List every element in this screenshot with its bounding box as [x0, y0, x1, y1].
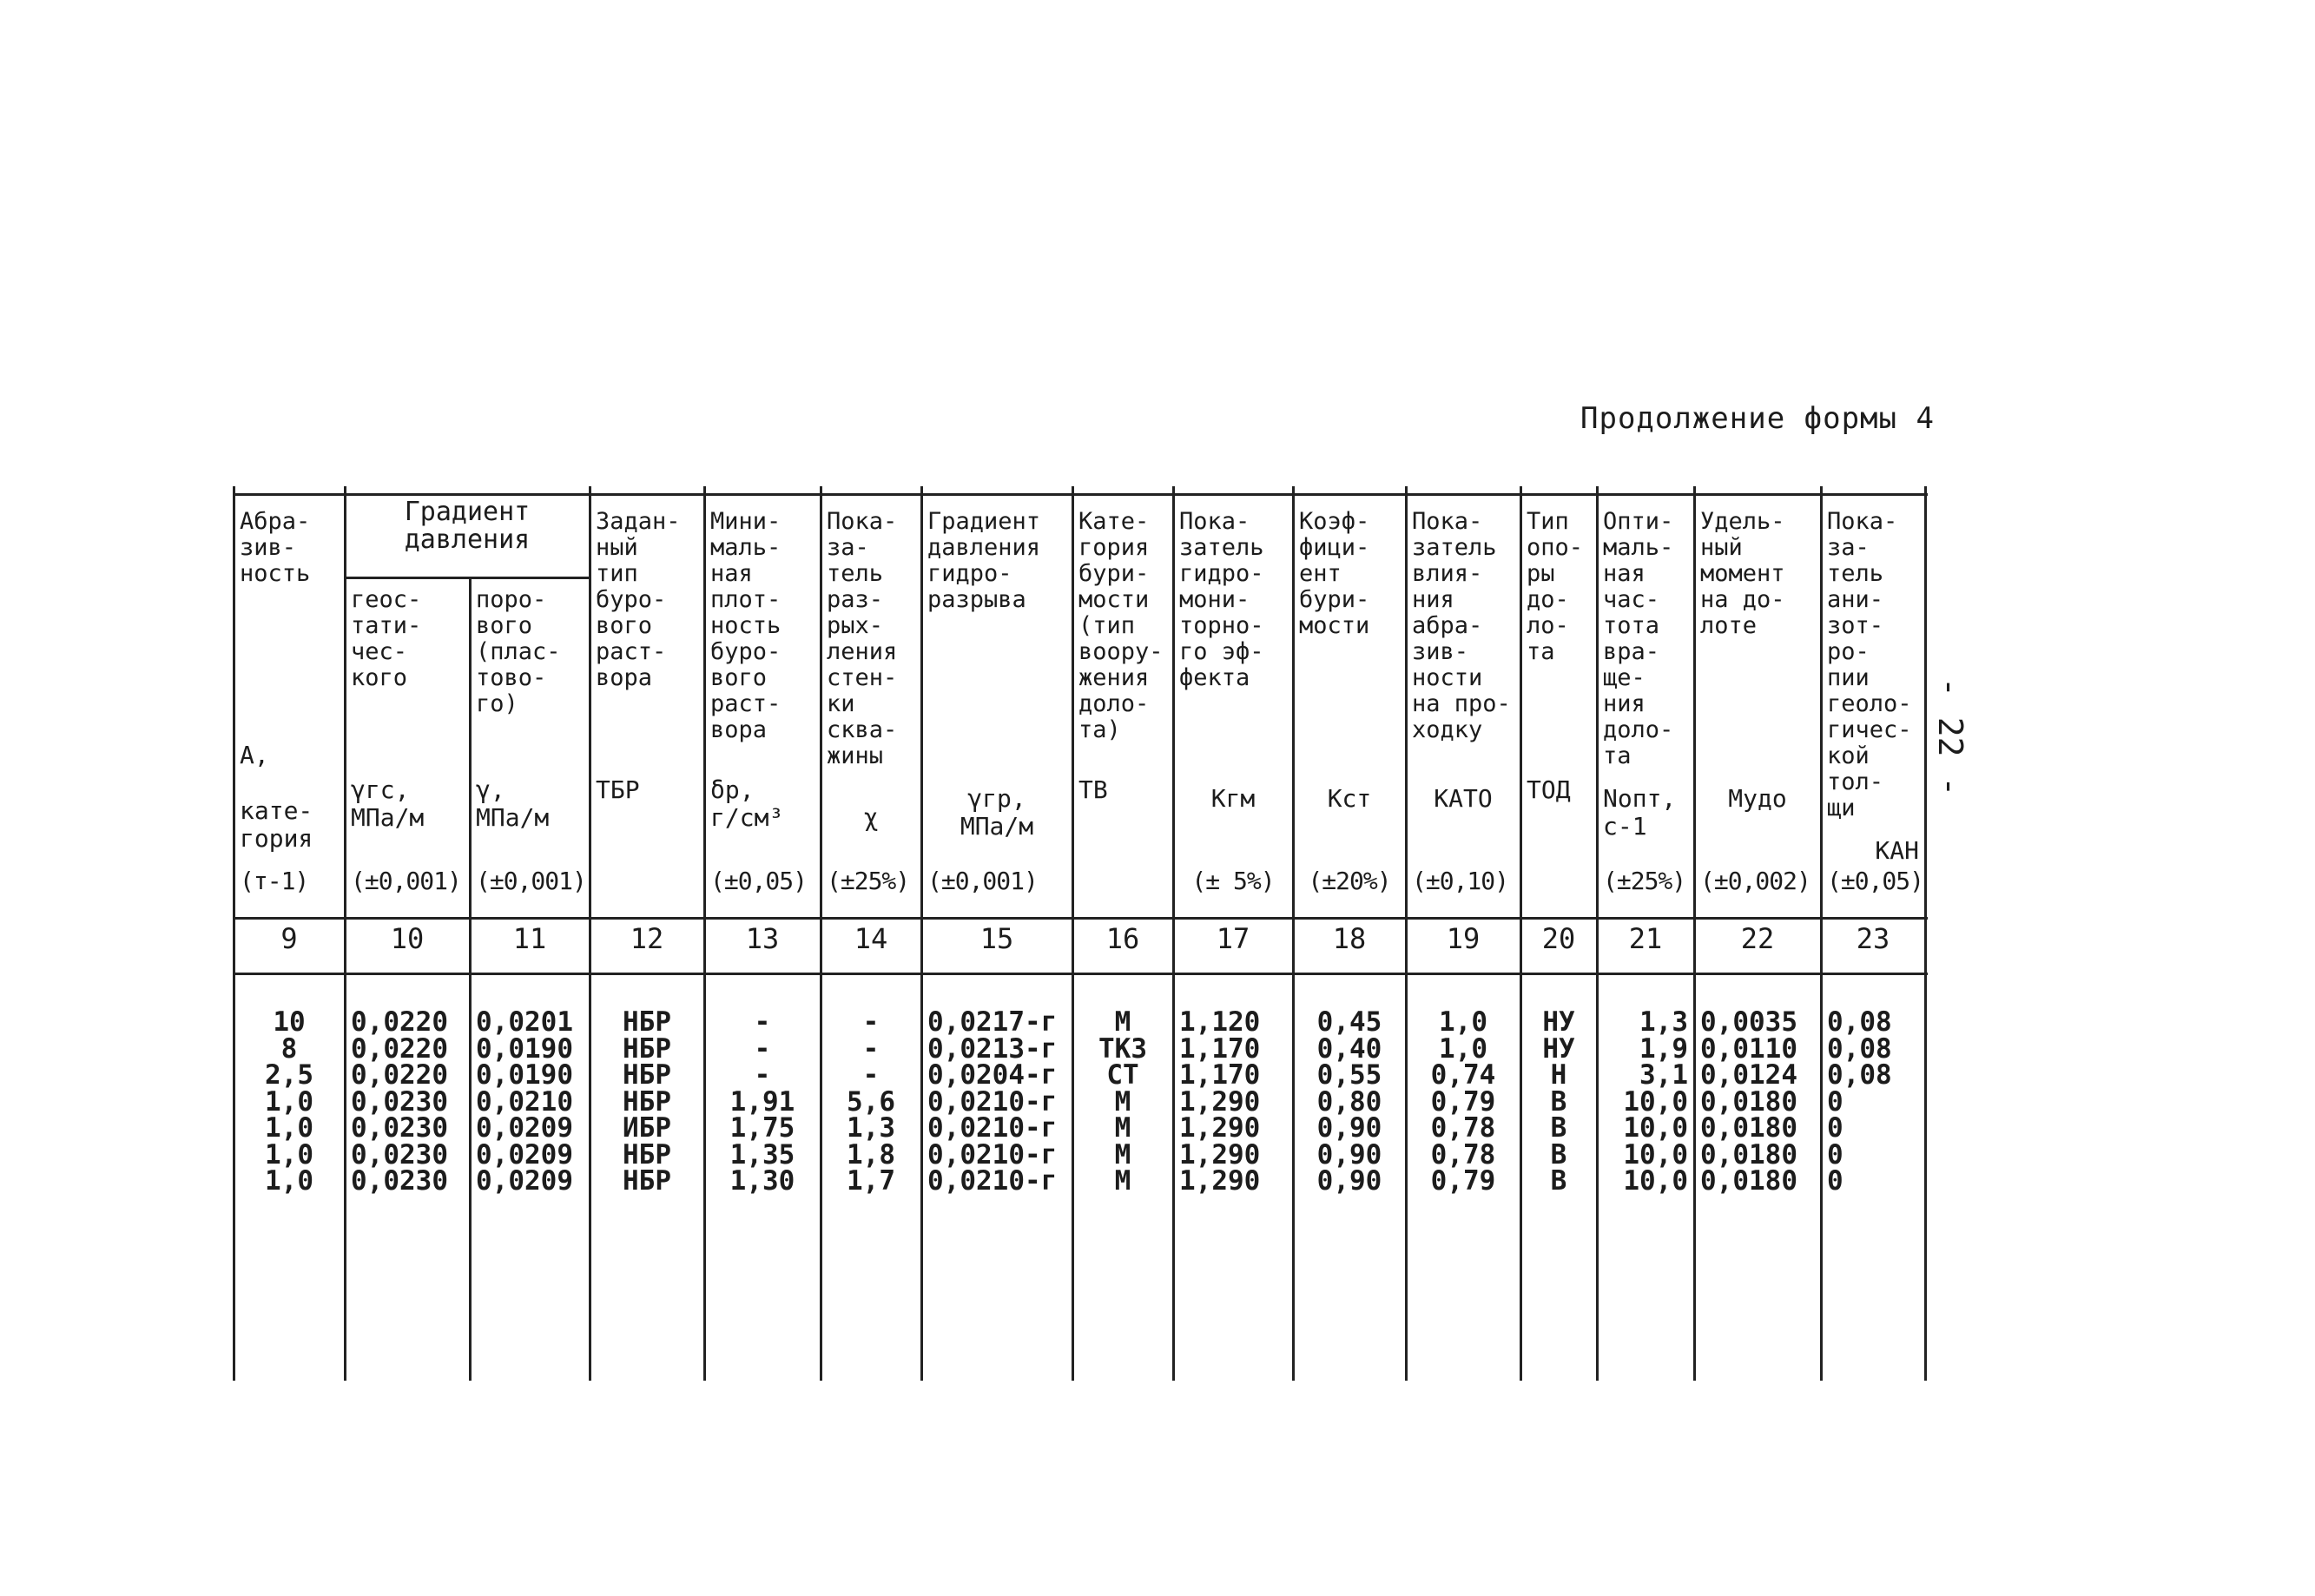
values-wall-loosening: - - - 5,6 1,3 1,8 1,7 [847, 1006, 895, 1197]
values-specific-torque: 0,0035 0,0110 0,0124 0,0180 0,0180 0,0180 0,0180 [1700, 1006, 1797, 1197]
header-optimal-rotation: Опти- маль- ная час- тота вра- ще- ния доло- та [1603, 508, 1674, 769]
tolerance-abrasiveness-influence: (±0,10) [1412, 867, 1509, 895]
header-abrasiveness: Абра- зив- ность [240, 508, 311, 587]
page-number: - 22 - [1931, 677, 1969, 797]
header-pore: поро- вого (плас- тово- го) [476, 586, 561, 717]
values-abrasiveness: 10 8 2,5 1,0 1,0 1,0 1,0 [265, 1006, 313, 1197]
top-rule [233, 493, 1928, 496]
symbol-geostatic: γгс, МПа/м [351, 775, 425, 832]
symbol-min-density: δр, г/см³ [710, 775, 784, 832]
numbers-top-rule [233, 917, 1928, 920]
tolerance-specific-torque: (±0,002) [1700, 867, 1810, 895]
continuation-label: Продолжение формы 4 [1580, 401, 1935, 436]
tolerance-optimal-rotation: (±25%) [1603, 867, 1686, 895]
header-fluid-type: Задан- ный тип буро- вого раст- вора [596, 508, 681, 691]
tolerance-bit-bearing-type [1521, 865, 1596, 903]
header-specific-torque: Удель- ный момент на до- лоте [1700, 508, 1785, 639]
column-number: 22 [1740, 922, 1775, 955]
tolerance-hydromonitor-effect: (± 5%) [1191, 867, 1275, 895]
symbol-drillability-category: ТВ [1078, 775, 1108, 804]
symbol-hydromonitor-effect: Кгм [1210, 784, 1256, 813]
values-drillability-category: М ТКЗ СТ М М М М [1098, 1006, 1147, 1197]
symbol-anisotropy: КАН [1875, 836, 1919, 865]
column-number: 15 [979, 922, 1014, 955]
column-number: 19 [1446, 922, 1481, 955]
tolerance-abrasiveness: (т-1) [240, 867, 309, 895]
symbol-pore: γ, МПа/м [476, 775, 550, 832]
header-bit-bearing-type: Тип опо- ры до- ло- та [1527, 508, 1584, 665]
group-header-pressure-gradient: Градиент давления [404, 497, 531, 555]
tolerance-anisotropy: (±0,05) [1827, 867, 1924, 895]
column-number: 21 [1628, 922, 1663, 955]
header-fracture-gradient: Градиент давления гидро- разрыва [927, 508, 1041, 613]
column-number: 18 [1332, 922, 1367, 955]
column-number: 13 [745, 922, 780, 955]
tolerance-pore: (±0,001) [476, 867, 586, 895]
symbol-drillability-coefficient: Кст [1327, 784, 1372, 813]
tolerance-drillability-category [1073, 865, 1172, 903]
values-fluid-type: НБР НБР НБР НБР ИБР НБР НБР [623, 1006, 671, 1197]
values-anisotropy: 0,08 0,08 0,08 0 0 0 0 [1827, 1006, 1892, 1197]
header-abrasiveness-influence: Пока- затель влия- ния абра- зив- ности на про- ходку [1412, 508, 1511, 743]
column-number: 23 [1856, 922, 1890, 955]
tolerance-drillability-coefficient: (±20%) [1308, 867, 1391, 895]
header-drillability-coefficient: Коэф- фици- ент бури- мости [1299, 508, 1370, 639]
tolerance-min-density: (±0,05) [710, 867, 808, 895]
symbol-abrasiveness: А, кате- гория [240, 741, 313, 853]
group-rule [344, 577, 589, 579]
header-wall-loosening: Пока- за- тель раз- рых- ления стен- ки сква- жины [827, 508, 898, 769]
values-geostatic: 0,0220 0,0220 0,0220 0,0230 0,0230 0,0230 0,0230 [351, 1006, 448, 1197]
tolerance-wall-loosening: (±25%) [827, 867, 910, 895]
symbol-abrasiveness-influence: КАТО [1434, 784, 1493, 813]
numbers-bottom-rule [233, 973, 1928, 975]
header-anisotropy: Пока- за- тель ани- зот- ро- пии геоло- гичес- кой тол- щи [1827, 508, 1912, 821]
values-min-density: - - - 1,91 1,75 1,35 1,30 [729, 1006, 795, 1197]
column-number: 17 [1216, 922, 1250, 955]
values-abrasiveness-influence: 1,0 1,0 0,74 0,79 0,78 0,78 0,79 [1430, 1006, 1496, 1197]
header-hydromonitor-effect: Пока- затель гидро- мони- торно- го эф- фекта [1179, 508, 1264, 691]
tolerance-fracture-gradient: (±0,001) [927, 867, 1038, 895]
values-hydromonitor-effect: 1,120 1,170 1,170 1,290 1,290 1,290 1,290 [1179, 1006, 1261, 1197]
column-number: 10 [390, 922, 425, 955]
tolerance-geostatic: (±0,001) [351, 867, 461, 895]
symbol-fracture-gradient: γгр, МПа/м [960, 784, 1034, 841]
tolerance-fluid-type [590, 865, 703, 903]
header-min-density: Мини- маль- ная плот- ность буро- вого раст- вора [710, 508, 782, 743]
column-number: 11 [512, 922, 547, 955]
header-drillability-category: Кате- гория бури- мости (тип воору- жения доло- та) [1078, 508, 1164, 743]
values-bit-bearing-type: НУ НУ Н В В В В [1542, 1006, 1575, 1197]
values-fracture-gradient: 0,0217-г 0,0213-г 0,0204-г 0,0210-г 0,0210-г 0,0210-г 0,0210-г [927, 1006, 1058, 1197]
col-rule [1924, 486, 1927, 1381]
column-number: 16 [1105, 922, 1140, 955]
column-number: 12 [630, 922, 664, 955]
form-4-table [233, 486, 1928, 1381]
symbol-specific-torque: Мудо [1728, 784, 1787, 813]
symbol-optimal-rotation: Nопт, с-1 [1603, 784, 1677, 841]
symbol-fluid-type: ТБР [596, 775, 640, 804]
header-geostatic: геос- тати- чес- кого [351, 586, 422, 691]
column-number: 14 [854, 922, 888, 955]
symbol-bit-bearing-type: ТОД [1527, 775, 1571, 804]
values-optimal-rotation: 1,3 1,9 3,1 10,0 10,0 10,0 10,0 [1623, 1006, 1688, 1197]
column-number: 20 [1541, 922, 1576, 955]
column-number: 9 [280, 922, 298, 955]
symbol-wall-loosening: χ [863, 803, 879, 832]
values-drillability-coefficient: 0,45 0,40 0,55 0,80 0,90 0,90 0,90 [1316, 1006, 1382, 1197]
values-pore: 0,0201 0,0190 0,0190 0,0210 0,0209 0,0209 0,0209 [476, 1006, 573, 1197]
